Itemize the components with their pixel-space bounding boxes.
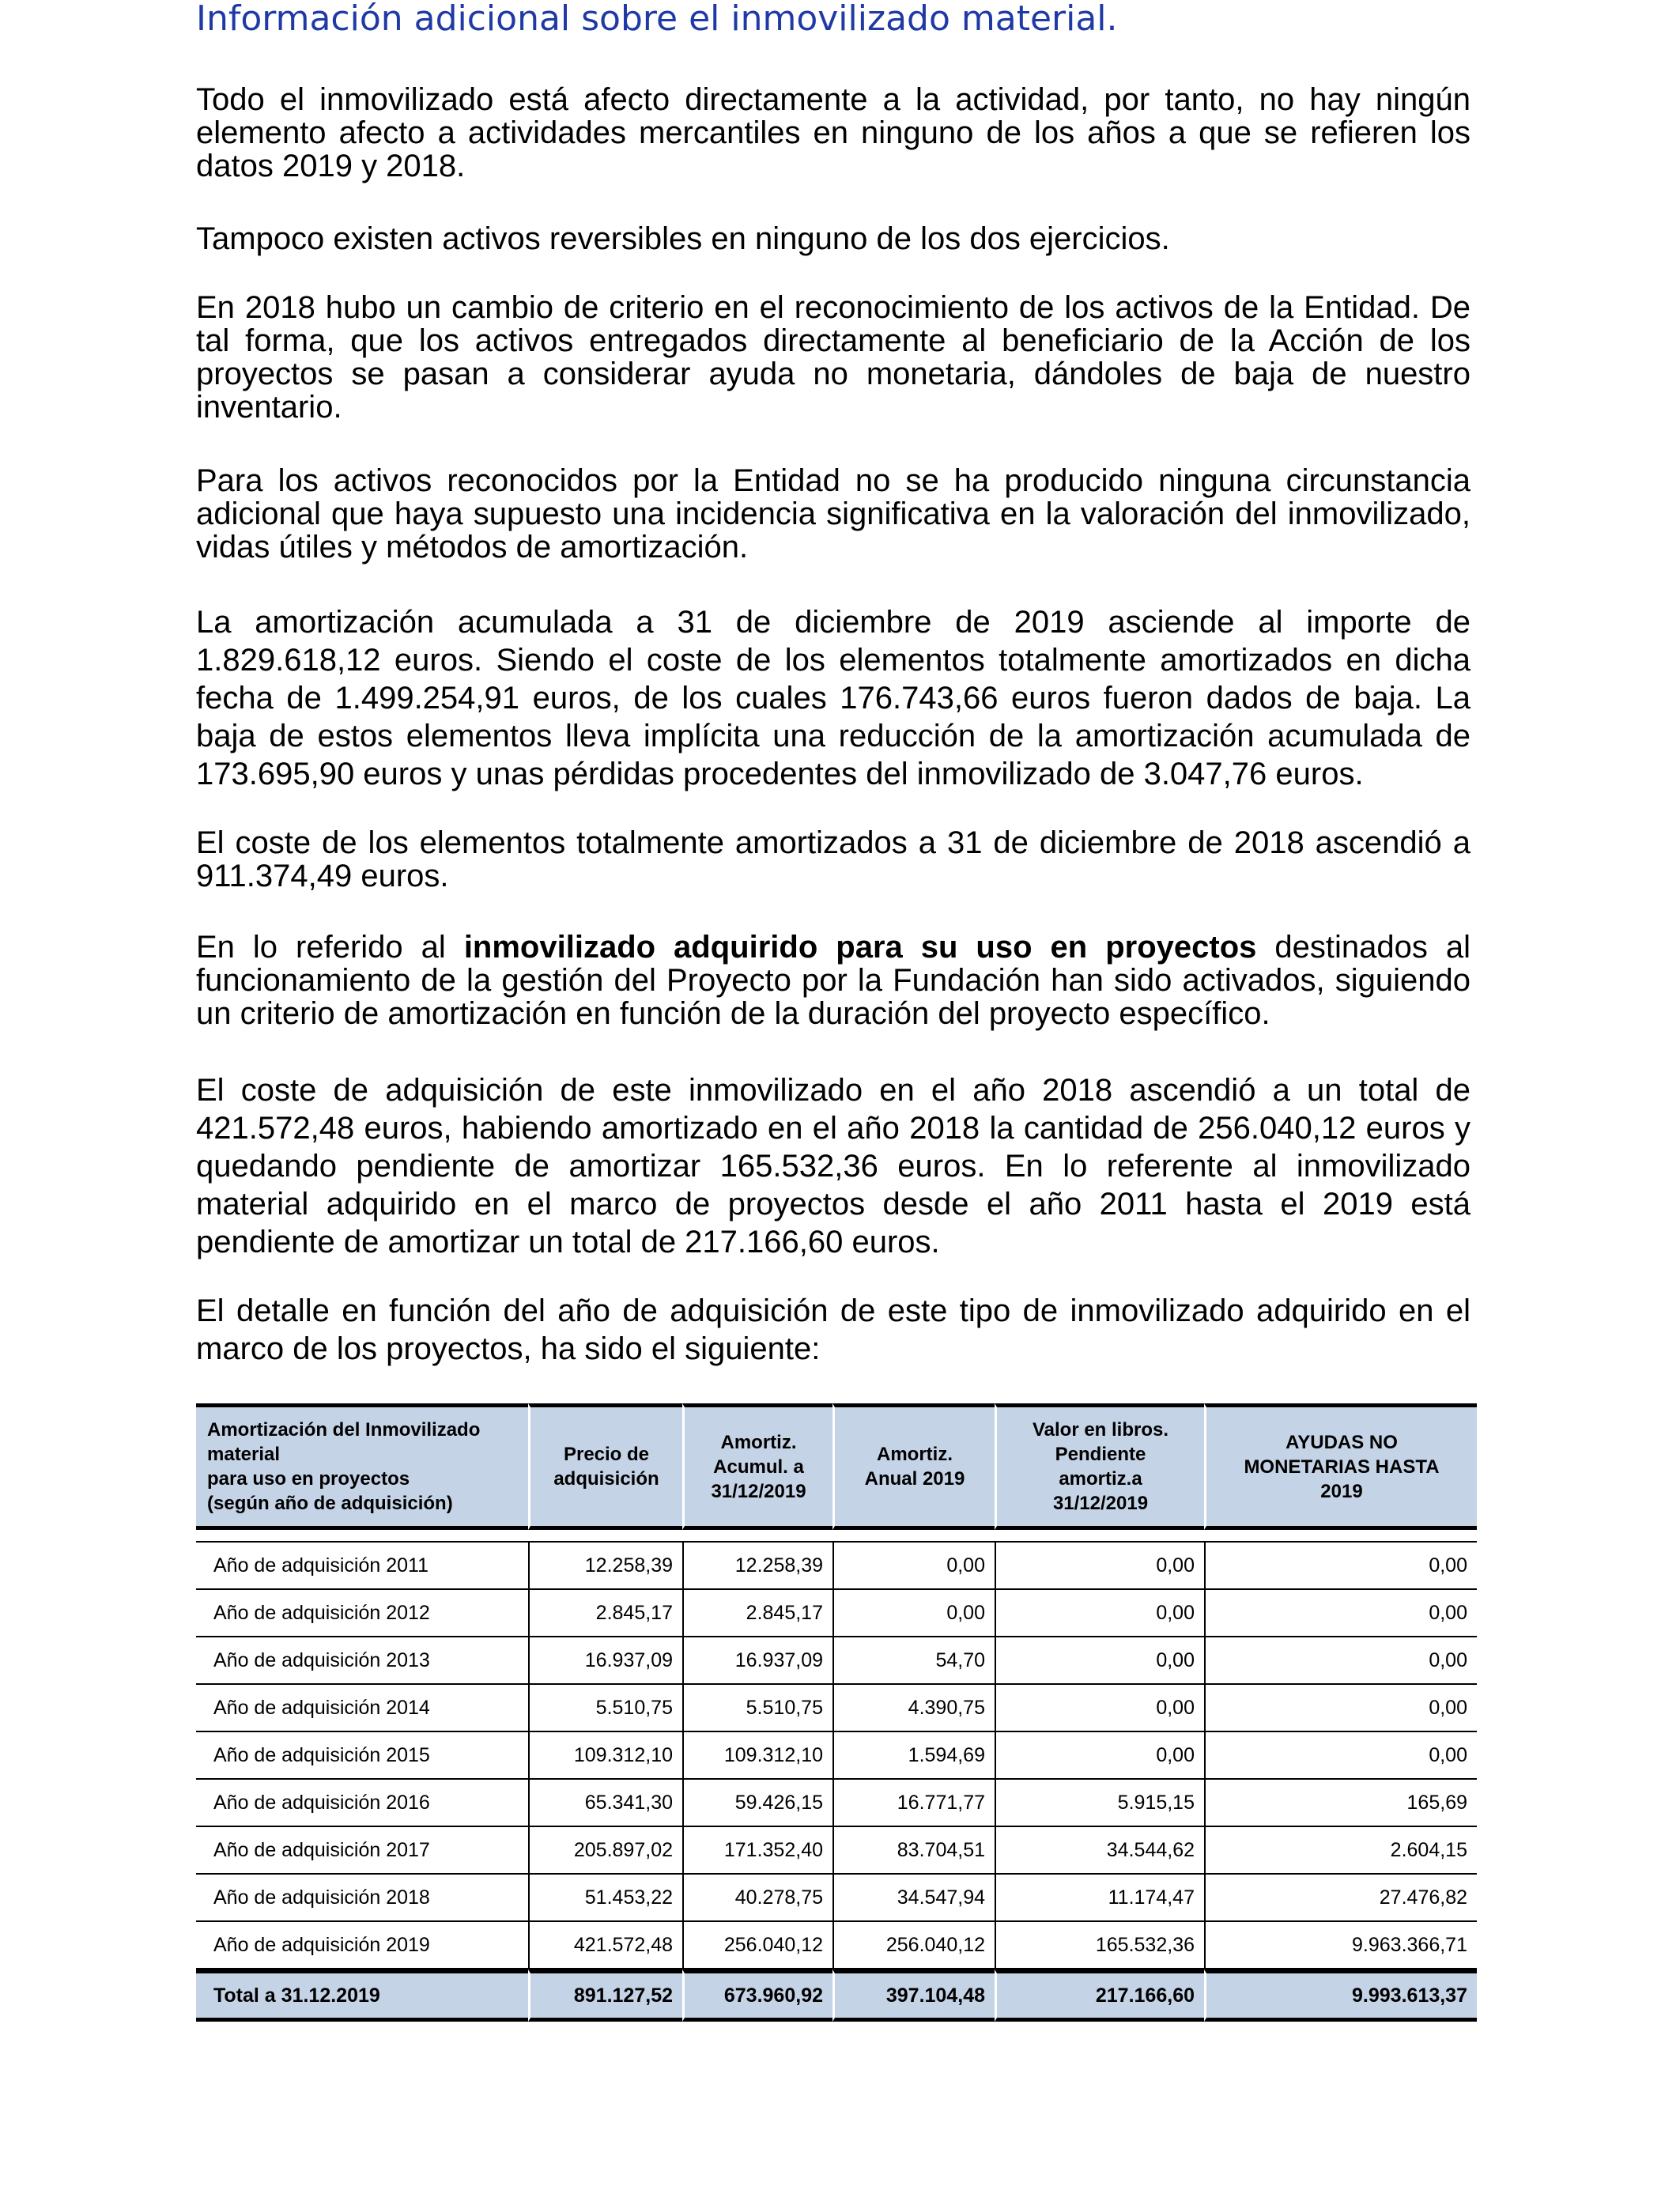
spacer-cell — [1204, 1530, 1477, 1543]
cell-ayudas: 9.963.366,71 — [1204, 1922, 1477, 1969]
cell-valor-libros: 165.532,36 — [995, 1922, 1204, 1969]
cell-valor-libros: 0,00 — [995, 1637, 1204, 1685]
cell-valor-libros: 34.544,62 — [995, 1827, 1204, 1875]
paragraph-coste-adquisicion: El coste de adquisición de este inmovilizado en el año 2018 ascendió a un total de 421.572,48 euros, habiendo amortizado en el año 2018 la cantidad de 256.040,12 euros y quedando pendiente de amortizar 165.532,36 euros. En lo referente al inmovilizado material adquirido en el marco de proyectos desde el año 2011 hasta el 2019 está pendiente de amortizar un total de 217.166,60 euros. — [196, 1073, 1470, 1259]
cell-precio: 12.258,39 — [528, 1543, 682, 1590]
header-line: Acumul. a — [713, 1456, 804, 1478]
header-line: Amortiz. — [877, 1444, 953, 1465]
cell-precio: 109.312,10 — [528, 1732, 682, 1780]
header-line: amortiz.a — [1059, 1468, 1142, 1490]
total-precio: 891.127,52 — [528, 1969, 682, 2022]
header-line: 31/12/2019 — [1052, 1493, 1149, 1514]
cell-valor-libros: 11.174,47 — [995, 1875, 1204, 1922]
header-line: Anual 2019 — [864, 1468, 965, 1490]
cell-ayudas: 165,69 — [1204, 1780, 1477, 1827]
cell-precio: 205.897,02 — [528, 1827, 682, 1875]
cell-amortiz-acumul: 16.937,09 — [682, 1637, 832, 1685]
table-row — [196, 1827, 1477, 1875]
header-amortiz-anual — [832, 1403, 995, 1530]
paragraph-inmovilizado-proyectos-bold: inmovilizado adquirido para su uso en proyectos — [463, 930, 1257, 965]
cell-amortiz-anual: 1.594,69 — [832, 1732, 995, 1780]
paragraph-amortizacion-acumulada: La amortización acumulada a 31 de diciembre de 2019 asciende al importe de 1.829.618,12 euros. Siendo el coste de los elementos totalmente amortizados en dicha fecha de 1.499.254,91 euros, de los cuales 176.743,66 euros fueron dados de baja. La baja de estos elementos lleva implícita una reducción de la amortización acumulada de 173.695,90 euros y unas pérdidas procedentes del inmovilizado de 3.047,76 euros. — [196, 605, 1470, 791]
table-row — [196, 1685, 1477, 1732]
paragraph-detalle-intro: El detalle en función del año de adquisición de este tipo de inmovilizado adquirido en el marco de los proyectos, ha sido el siguiente: — [196, 1293, 1470, 1366]
total-ayudas: 9.993.613,37 — [1204, 1969, 1477, 2022]
cell-ayudas: 0,00 — [1204, 1590, 1477, 1637]
cell-precio: 51.453,22 — [528, 1875, 682, 1922]
cell-ayudas: 2.604,15 — [1204, 1827, 1477, 1875]
paragraph-activos-reversibles: Tampoco existen activos reversibles en ninguno de los dos ejercicios. — [196, 221, 1170, 256]
cell-valor-libros: 0,00 — [995, 1732, 1204, 1780]
header-line: adquisición — [553, 1468, 659, 1490]
header-ayudas — [1204, 1403, 1477, 1530]
table-row — [196, 1875, 1477, 1922]
cell-ayudas: 0,00 — [1204, 1685, 1477, 1732]
header-valor-libros — [995, 1403, 1204, 1530]
table-row — [196, 1543, 1477, 1590]
cell-amortiz-acumul: 109.312,10 — [682, 1732, 832, 1780]
header-line: para uso en proyectos — [207, 1468, 410, 1490]
amortization-table-wrapper — [196, 1403, 1477, 2022]
spacer-cell — [196, 1530, 528, 1543]
table-row — [196, 1732, 1477, 1780]
header-line: material — [207, 1444, 281, 1465]
spacer-cell — [832, 1530, 995, 1543]
header-amortiz-acumul — [682, 1403, 832, 1530]
row-label: Año de adquisición 2015 — [196, 1732, 528, 1780]
cell-ayudas: 0,00 — [1204, 1637, 1477, 1685]
cell-valor-libros: 0,00 — [995, 1685, 1204, 1732]
paragraph-coste-2018: El coste de los elementos totalmente amortizados a 31 de diciembre de 2018 ascendió a 911.374,49 euros. — [196, 825, 1470, 893]
cell-amortiz-anual: 4.390,75 — [832, 1685, 995, 1732]
header-line: Pendiente — [1055, 1444, 1146, 1465]
total-valor-libros: 217.166,60 — [995, 1969, 1204, 2022]
header-line: 31/12/2019 — [711, 1480, 806, 1502]
cell-amortiz-acumul: 40.278,75 — [682, 1875, 832, 1922]
paragraph-activos-reconocidos: Para los activos reconocidos por la Entidad no se ha producido ninguna circunstancia adicional que haya supuesto una incidencia significativa en la valoración del inmovilizado, vidas útiles y métodos de amortización. — [196, 463, 1470, 565]
cell-amortiz-anual: 16.771,77 — [832, 1780, 995, 1827]
cell-amortiz-anual: 0,00 — [832, 1543, 995, 1590]
header-line: Valor en libros. — [1032, 1419, 1169, 1441]
paragraph-cambio-criterio: En 2018 hubo un cambio de criterio en el reconocimiento de los activos de la Entidad. De tal forma, que los activos entregados directamente al beneficiario de la Acción de los proyectos se pasan a considerar ayuda no monetaria, dándoles de baja de nuestro inventario. — [196, 290, 1470, 425]
paragraph-inmovilizado-proyectos — [196, 931, 1470, 1030]
paragraph-inmovilizado-proyectos-pre: En lo referido al — [196, 930, 464, 965]
cell-amortiz-acumul: 5.510,75 — [682, 1685, 832, 1732]
header-line: Precio de — [563, 1444, 650, 1465]
cell-precio: 5.510,75 — [528, 1685, 682, 1732]
row-label: Año de adquisición 2014 — [196, 1685, 528, 1732]
spacer-cell — [528, 1530, 682, 1543]
cell-precio: 2.845,17 — [528, 1590, 682, 1637]
cell-amortiz-acumul: 171.352,40 — [682, 1827, 832, 1875]
row-label: Año de adquisición 2012 — [196, 1590, 528, 1637]
cell-amortiz-anual: 0,00 — [832, 1590, 995, 1637]
table-header-row — [196, 1403, 1477, 1530]
cell-ayudas: 0,00 — [1204, 1543, 1477, 1590]
cell-precio: 65.341,30 — [528, 1780, 682, 1827]
table-row — [196, 1590, 1477, 1637]
table-row — [196, 1637, 1477, 1685]
header-line: Amortiz. — [720, 1431, 797, 1453]
cell-precio: 421.572,48 — [528, 1922, 682, 1969]
header-concepto — [196, 1403, 528, 1530]
header-line: MONETARIAS HASTA — [1244, 1456, 1440, 1478]
row-label: Año de adquisición 2017 — [196, 1827, 528, 1875]
table-spacer-row — [196, 1530, 1477, 1543]
cell-precio: 16.937,09 — [528, 1637, 682, 1685]
section-heading: Información adicional sobre el inmovilizado material. — [196, 0, 1118, 39]
cell-amortiz-anual: 83.704,51 — [832, 1827, 995, 1875]
cell-amortiz-anual: 34.547,94 — [832, 1875, 995, 1922]
table-total-row — [196, 1969, 1477, 2022]
table-row — [196, 1922, 1477, 1969]
header-line: 2019 — [1320, 1480, 1363, 1502]
amortization-table — [196, 1403, 1477, 2022]
total-amortiz-anual: 397.104,48 — [832, 1969, 995, 2022]
cell-amortiz-anual: 256.040,12 — [832, 1922, 995, 1969]
table-row — [196, 1780, 1477, 1827]
row-label: Año de adquisición 2013 — [196, 1637, 528, 1685]
cell-ayudas: 27.476,82 — [1204, 1875, 1477, 1922]
cell-valor-libros: 5.915,15 — [995, 1780, 1204, 1827]
row-label: Año de adquisición 2016 — [196, 1780, 528, 1827]
cell-ayudas: 0,00 — [1204, 1732, 1477, 1780]
cell-amortiz-acumul: 2.845,17 — [682, 1590, 832, 1637]
header-line: (según año de adquisición) — [207, 1493, 453, 1514]
cell-amortiz-anual: 54,70 — [832, 1637, 995, 1685]
total-label: Total a 31.12.2019 — [196, 1969, 528, 2022]
cell-amortiz-acumul: 256.040,12 — [682, 1922, 832, 1969]
cell-amortiz-acumul: 59.426,15 — [682, 1780, 832, 1827]
paragraph-inmovilizado-proyectos-post: destinados al funcionamiento de la gestión del Proyecto por la Fundación han sido activados, siguiendo un criterio de amortización en función de la duración del proyecto específico. — [196, 930, 1470, 1031]
paragraph-afecto-actividad: Todo el inmovilizado está afecto directamente a la actividad, por tanto, no hay ningún elemento afecto a actividades mercantiles en ninguno de los años a que se refieren los datos 2019 y 2018. — [196, 82, 1470, 183]
row-label: Año de adquisición 2018 — [196, 1875, 528, 1922]
spacer-cell — [682, 1530, 832, 1543]
row-label: Año de adquisición 2011 — [196, 1543, 528, 1590]
cell-amortiz-acumul: 12.258,39 — [682, 1543, 832, 1590]
header-line: Amortización del Inmovilizado — [207, 1419, 481, 1441]
row-label: Año de adquisición 2019 — [196, 1922, 528, 1969]
total-amortiz-acumul: 673.960,92 — [682, 1969, 832, 2022]
spacer-cell — [995, 1530, 1204, 1543]
cell-valor-libros: 0,00 — [995, 1590, 1204, 1637]
header-precio — [528, 1403, 682, 1530]
header-line: AYUDAS NO — [1285, 1431, 1398, 1453]
cell-valor-libros: 0,00 — [995, 1543, 1204, 1590]
